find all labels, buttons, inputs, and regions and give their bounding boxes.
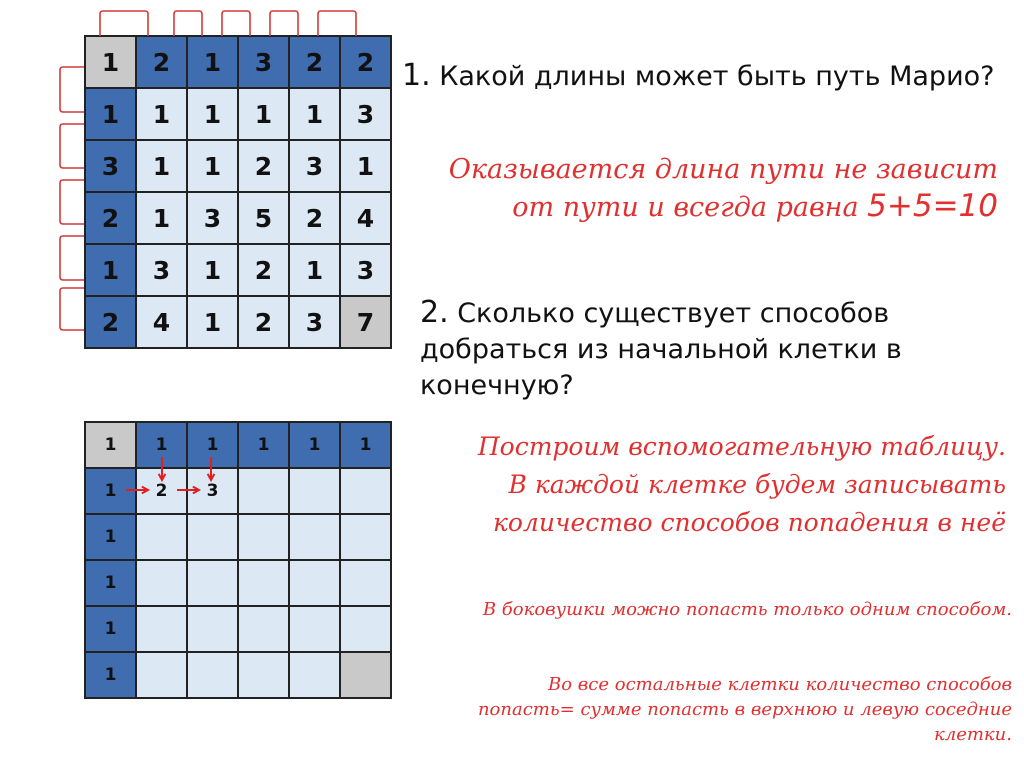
grid-cell bbox=[340, 514, 391, 560]
grid-cell: 3 bbox=[238, 36, 289, 88]
grid-cell: 1 bbox=[187, 36, 238, 88]
grid-cell bbox=[238, 560, 289, 606]
grid-cell bbox=[340, 606, 391, 652]
top-bracket bbox=[318, 11, 356, 36]
grid-cell: 1 bbox=[187, 296, 238, 348]
grid-cell: 3 bbox=[340, 88, 391, 140]
side-bracket bbox=[60, 124, 84, 168]
question-2: 2. Сколько существует способов добраться из начальной клетки в конечную? bbox=[420, 295, 902, 401]
grid-row bbox=[85, 468, 391, 514]
grid-cell: 1 bbox=[136, 422, 187, 468]
grid-cell: 3 bbox=[340, 244, 391, 296]
grid-cell: 1 bbox=[85, 606, 136, 652]
grid-cell: 2 bbox=[85, 192, 136, 244]
grid-cell: 7 bbox=[340, 296, 391, 348]
grid-cell: 1 bbox=[85, 468, 136, 514]
grid-cell bbox=[289, 560, 340, 606]
grid-cell bbox=[340, 652, 391, 698]
side-bracket bbox=[60, 288, 84, 330]
grid-cell: 3 bbox=[289, 296, 340, 348]
grid-row bbox=[85, 140, 391, 192]
grid-cell: 3 bbox=[187, 468, 238, 514]
answer-1-line2: от пути и всегда равна 5+5=10 bbox=[512, 188, 998, 224]
grid-cell: 2 bbox=[289, 36, 340, 88]
grid-cell: 2 bbox=[85, 296, 136, 348]
grid-cell: 1 bbox=[340, 140, 391, 192]
grid-cell: 2 bbox=[238, 244, 289, 296]
grid-cell: 1 bbox=[289, 244, 340, 296]
grid-row bbox=[85, 514, 391, 560]
grid-row bbox=[85, 606, 391, 652]
top-bracket bbox=[174, 11, 202, 36]
grid-cell: 2 bbox=[340, 36, 391, 88]
answer-2: Построим вспомогательную таблицу. В каждой клетке будем записывать количество способов попадения в неё bbox=[477, 432, 1006, 537]
grid-cell: 1 bbox=[85, 422, 136, 468]
grid-cell: 1 bbox=[238, 422, 289, 468]
grid-cell bbox=[238, 606, 289, 652]
grid-row bbox=[85, 192, 391, 244]
grid-cell: 1 bbox=[187, 422, 238, 468]
grid-cell: 3 bbox=[187, 192, 238, 244]
grid-cell: 1 bbox=[238, 88, 289, 140]
grid-cell: 1 bbox=[85, 514, 136, 560]
side-bracket bbox=[60, 180, 84, 224]
grid-cell bbox=[289, 468, 340, 514]
side-bracket bbox=[60, 67, 84, 112]
grid-cell bbox=[238, 468, 289, 514]
grid-cell bbox=[136, 560, 187, 606]
grid-cell: 1 bbox=[187, 244, 238, 296]
answer-1 bbox=[404, 152, 998, 226]
question-1: 1. Какой длины может быть путь Марио? bbox=[402, 58, 995, 93]
grid-cell bbox=[289, 606, 340, 652]
grid-cell: 5 bbox=[238, 192, 289, 244]
grid-row bbox=[85, 36, 391, 88]
top-bracket bbox=[100, 11, 148, 36]
grid-cell: 3 bbox=[85, 140, 136, 192]
grid-cell bbox=[187, 606, 238, 652]
grid-cell bbox=[289, 652, 340, 698]
grid-cell: 1 bbox=[289, 88, 340, 140]
grid-cell: 1 bbox=[85, 88, 136, 140]
grid-cell: 1 bbox=[187, 88, 238, 140]
grid-cell: 1 bbox=[136, 88, 187, 140]
grid-cell bbox=[187, 652, 238, 698]
grid-cell: 1 bbox=[187, 140, 238, 192]
grid-cell bbox=[340, 468, 391, 514]
grid-row bbox=[85, 652, 391, 698]
grid-cell: 1 bbox=[85, 36, 136, 88]
grid-cell: 2 bbox=[289, 192, 340, 244]
grid-cell bbox=[136, 514, 187, 560]
grid-cell bbox=[136, 652, 187, 698]
grid-cell: 4 bbox=[340, 192, 391, 244]
answer-1-formula: 5+5=10 bbox=[867, 188, 998, 224]
top-number-grid bbox=[84, 35, 392, 349]
grid-row bbox=[85, 422, 391, 468]
grid-cell: 1 bbox=[136, 140, 187, 192]
note-sum-rule: Во все остальные клетки количество способов попасть= сумме попасть в верхнюю и левую соседние клетки. bbox=[477, 674, 1012, 745]
grid-row bbox=[85, 244, 391, 296]
top-bracket bbox=[222, 11, 250, 36]
top-bracket bbox=[270, 11, 298, 36]
grid-cell: 2 bbox=[238, 140, 289, 192]
grid-cell bbox=[187, 560, 238, 606]
grid-cell: 3 bbox=[136, 244, 187, 296]
answer-1-line1: Оказывается длина пути не зависит bbox=[448, 154, 998, 185]
helper-count-grid bbox=[84, 421, 392, 699]
grid-cell: 1 bbox=[136, 192, 187, 244]
side-bracket bbox=[60, 236, 84, 280]
grid-row bbox=[85, 560, 391, 606]
grid-cell: 1 bbox=[340, 422, 391, 468]
grid-cell bbox=[340, 560, 391, 606]
grid-cell: 2 bbox=[136, 36, 187, 88]
grid-row bbox=[85, 88, 391, 140]
grid-cell: 1 bbox=[85, 560, 136, 606]
grid-cell bbox=[289, 514, 340, 560]
grid-cell bbox=[238, 514, 289, 560]
grid-cell bbox=[136, 606, 187, 652]
grid-cell bbox=[238, 652, 289, 698]
note-borders: В боковушки можно попасть только одним способом. bbox=[482, 599, 1012, 620]
grid-cell: 4 bbox=[136, 296, 187, 348]
grid-cell: 2 bbox=[238, 296, 289, 348]
grid-cell: 1 bbox=[85, 652, 136, 698]
grid-cell: 1 bbox=[85, 244, 136, 296]
grid-cell: 1 bbox=[289, 422, 340, 468]
grid-cell bbox=[187, 514, 238, 560]
grid-cell: 3 bbox=[289, 140, 340, 192]
grid-cell: 2 bbox=[136, 468, 187, 514]
grid-row bbox=[85, 296, 391, 348]
